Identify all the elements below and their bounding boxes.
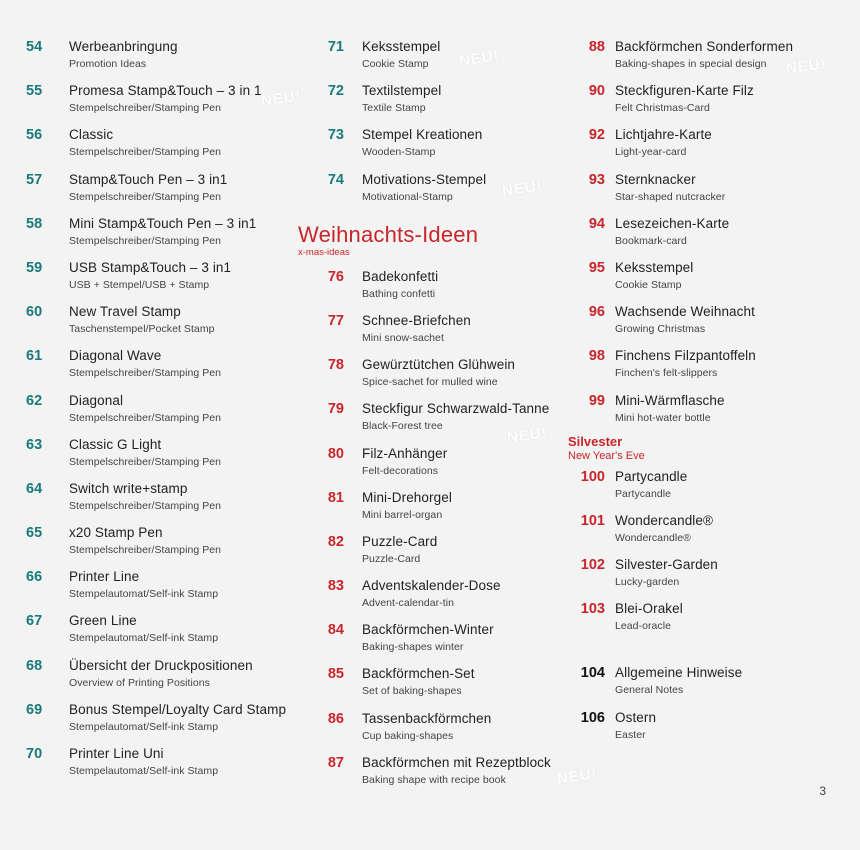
- neu-badge: NEU!: [458, 47, 501, 70]
- entry-subtitle: Taschenstempel/Pocket Stamp: [69, 323, 215, 336]
- entry-title: Puzzle-Card: [362, 533, 438, 549]
- entry-title: Printer Line Uni: [69, 746, 164, 761]
- entry-title: Lesezeichen-Karte: [615, 215, 730, 231]
- entry-title: Filz-Anhänger: [362, 445, 448, 461]
- entry-title: Textilstempel: [362, 83, 442, 99]
- entry-page-number: 77: [327, 312, 344, 329]
- entry-page-number: 76: [327, 268, 344, 285]
- spacer: [568, 642, 853, 662]
- entry-title: Steckfigur Schwarzwald-Tanne: [362, 401, 550, 417]
- entry-title: Promesa Stamp&Touch – 3 in 1: [69, 83, 262, 99]
- entry-subtitle: Partycandle: [615, 487, 671, 500]
- entry-page-number: 106: [580, 709, 605, 726]
- entry-subtitle: Stempelautomat/Self-ink Stamp: [69, 632, 219, 645]
- neu-badge: NEU!: [501, 177, 544, 200]
- page-number: 3: [819, 784, 826, 798]
- entry-title: Stempel Kreationen: [362, 127, 483, 143]
- entry-subtitle: Promotion Ideas: [69, 58, 147, 70]
- entry-page-number: 96: [588, 304, 605, 321]
- entry-title: Silvester-Garden: [615, 557, 718, 573]
- entry-title: Steckfiguren-Karte Filz: [615, 83, 754, 99]
- entry-page-number: 63: [26, 436, 43, 453]
- entry-subtitle: Advent-calendar-tin: [362, 597, 454, 610]
- entry-subtitle: Bookmark-card: [615, 234, 687, 247]
- entry-subtitle: Stempelschreiber/Stamping Pen: [69, 102, 222, 115]
- entry-subtitle: Textile Stamp: [362, 102, 426, 115]
- entry-page-number: 71: [327, 39, 344, 55]
- entry-subtitle: Growing Christmas: [615, 323, 706, 336]
- neu-badge: NEU!: [556, 765, 599, 788]
- toc-entry[interactable]: [298, 619, 568, 663]
- toc-entry[interactable]: [26, 434, 306, 478]
- toc-entry[interactable]: [568, 301, 853, 345]
- entry-subtitle: Felt-decorations: [362, 464, 439, 477]
- toc-entry[interactable]: [568, 554, 853, 598]
- entry-subtitle: Motivational-Stamp: [362, 190, 453, 203]
- entry-subtitle: Easter: [615, 728, 646, 741]
- entry-subtitle: USB + Stempel/USB + Stamp: [69, 278, 210, 291]
- entry-page-number: 56: [26, 127, 43, 144]
- toc-entry[interactable]: [568, 598, 853, 642]
- entry-page-number: 80: [327, 445, 344, 462]
- entry-title: Classic: [69, 127, 114, 143]
- entry-title: Wondercandle®: [615, 512, 714, 528]
- entry-page-number: 81: [327, 489, 344, 506]
- column-3: [568, 36, 853, 751]
- entry-page-number: 103: [580, 601, 605, 618]
- entry-subtitle: Cookie Stamp: [362, 58, 429, 70]
- toc-entry[interactable]: [26, 390, 306, 434]
- entry-title: Bonus Stempel/Loyalty Card Stamp: [69, 701, 287, 717]
- entry-page-number: 59: [26, 259, 43, 276]
- entry-subtitle: Stempelschreiber/Stamping Pen: [69, 411, 222, 424]
- entry-title: Schnee-Briefchen: [362, 312, 471, 328]
- entry-page-number: 61: [26, 348, 43, 365]
- entry-subtitle: Mini barrel-organ: [362, 508, 443, 521]
- neu-badge: NEU!: [506, 424, 549, 447]
- entry-subtitle: Baking-shapes winter: [362, 641, 464, 654]
- entry-subtitle: Stempelschreiber/Stamping Pen: [69, 146, 222, 159]
- entry-page-number: 72: [327, 83, 344, 100]
- entry-subtitle: Baking-shapes in special design: [615, 58, 767, 70]
- toc-entry[interactable]: [568, 662, 853, 706]
- xmas-list: [298, 266, 568, 796]
- toc-entry[interactable]: [568, 345, 853, 389]
- neu-badge: NEU!: [785, 55, 828, 78]
- entry-title: Finchens Filzpantoffeln: [615, 348, 756, 364]
- toc-entry[interactable]: [568, 257, 853, 301]
- entry-subtitle: Mini hot-water bottle: [615, 411, 711, 424]
- entry-subtitle: Stempelschreiber/Stamping Pen: [69, 234, 222, 247]
- entry-title: Classic G Light: [69, 436, 162, 452]
- entry-page-number: 82: [327, 533, 344, 550]
- entry-title: USB Stamp&Touch – 3 in1: [69, 259, 232, 275]
- entry-page-number: 54: [26, 39, 43, 55]
- entry-subtitle: Stempelautomat/Self-ink Stamp: [69, 765, 219, 777]
- entry-title: Backförmchen-Set: [362, 666, 475, 682]
- entry-title: Übersicht der Druckpositionen: [69, 657, 253, 673]
- entry-page-number: 95: [588, 259, 605, 276]
- entry-page-number: 64: [26, 480, 43, 497]
- entry-subtitle: Bathing confetti: [362, 287, 436, 300]
- entry-page-number: 101: [580, 512, 605, 529]
- toc-entry[interactable]: [26, 610, 306, 654]
- entry-title: Lichtjahre-Karte: [615, 127, 712, 143]
- toc-entry[interactable]: [26, 655, 306, 699]
- col3-bottom-list: [568, 662, 853, 750]
- toc-entry[interactable]: [26, 124, 306, 168]
- toc-entry[interactable]: [298, 531, 568, 575]
- entry-page-number: 102: [580, 557, 605, 574]
- xmas-section-title: Weihnachts-Ideen: [298, 221, 479, 247]
- entry-subtitle: Overview of Printing Positions: [69, 676, 210, 689]
- entry-page-number: 83: [327, 578, 344, 595]
- entry-title: Switch write+stamp: [69, 480, 188, 496]
- col3-top-list: [568, 36, 853, 434]
- silvester-section-title: Silvester: [568, 433, 623, 449]
- entry-page-number: 62: [26, 392, 43, 409]
- entry-page-number: 67: [26, 613, 43, 630]
- column-1: [26, 36, 306, 787]
- entry-title: Werbeanbringung: [69, 39, 178, 54]
- toc-entry[interactable]: [298, 663, 568, 707]
- entry-page-number: 104: [580, 665, 605, 682]
- entry-title: Badekonfetti: [362, 268, 439, 284]
- entry-page-number: 65: [26, 525, 43, 542]
- toc-entry[interactable]: [26, 345, 306, 389]
- toc-entry[interactable]: [298, 443, 568, 487]
- toc-entry[interactable]: [26, 522, 306, 566]
- entry-title: x20 Stamp Pen: [69, 525, 163, 541]
- entry-title: Mini Stamp&Touch Pen – 3 in1: [69, 215, 257, 231]
- toc-entry[interactable]: [298, 36, 568, 80]
- entry-title: Printer Line: [69, 569, 140, 585]
- toc-entry[interactable]: [298, 266, 568, 310]
- entry-page-number: 69: [26, 701, 43, 718]
- toc-entry[interactable]: [298, 124, 568, 168]
- toc-entry[interactable]: [298, 310, 568, 354]
- entry-page-number: 86: [327, 710, 344, 727]
- toc-entry[interactable]: [26, 169, 306, 213]
- entry-title: Blei-Orakel: [615, 601, 683, 617]
- entry-title: Mini-Drehorgel: [362, 489, 452, 505]
- entry-title: Ostern: [615, 709, 657, 725]
- entry-subtitle: Stempelschreiber/Stamping Pen: [69, 544, 222, 557]
- entry-title: Gewürztütchen Glühwein: [362, 357, 516, 373]
- entry-title: Backförmchen Sonderformen: [615, 39, 794, 54]
- entry-subtitle: Baking shape with recipe book: [362, 773, 506, 786]
- entry-title: Backförmchen mit Rezeptblock: [362, 754, 551, 770]
- entry-page-number: 79: [327, 401, 344, 418]
- entry-title: Adventskalender-Dose: [362, 578, 501, 594]
- entry-page-number: 87: [327, 754, 344, 771]
- entry-subtitle: Stempelschreiber/Stamping Pen: [69, 190, 222, 203]
- entry-page-number: 93: [588, 171, 605, 188]
- entry-title: New Travel Stamp: [69, 304, 181, 320]
- toc-entry[interactable]: [26, 699, 306, 743]
- toc-entry[interactable]: [298, 752, 568, 796]
- entry-subtitle: Stempelautomat/Self-ink Stamp: [69, 720, 219, 733]
- entry-subtitle: Wooden-Stamp: [362, 146, 436, 159]
- entry-title: Sternknacker: [615, 171, 696, 187]
- xmas-section-subtitle: x-mas-ideas: [298, 246, 350, 258]
- entry-page-number: 99: [588, 392, 605, 409]
- entry-page-number: 84: [327, 622, 344, 639]
- toc-entry[interactable]: [298, 80, 568, 124]
- entry-subtitle: Felt Christmas-Card: [615, 102, 710, 115]
- entry-title: Backförmchen-Winter: [362, 622, 494, 638]
- entry-page-number: 73: [327, 127, 344, 144]
- entry-page-number: 94: [588, 215, 605, 232]
- entry-subtitle: Light-year-card: [615, 146, 687, 159]
- toc-entry[interactable]: [568, 169, 853, 213]
- entry-page-number: 85: [327, 666, 344, 683]
- entry-page-number: 66: [26, 569, 43, 586]
- entry-subtitle: Stempelautomat/Self-ink Stamp: [69, 588, 219, 601]
- entry-title: Keksstempel: [615, 259, 694, 275]
- entry-subtitle: Spice-sachet for mulled wine: [362, 376, 498, 389]
- entry-page-number: 68: [26, 657, 43, 674]
- toc-entry[interactable]: [568, 213, 853, 257]
- toc-entry[interactable]: [26, 566, 306, 610]
- toc-entry[interactable]: [298, 487, 568, 531]
- entry-subtitle: Stempelschreiber/Stamping Pen: [69, 499, 222, 512]
- toc-entry[interactable]: [298, 708, 568, 752]
- entry-subtitle: Finchen's felt-slippers: [615, 367, 718, 380]
- entry-subtitle: Black-Forest tree: [362, 420, 443, 433]
- toc-entry[interactable]: [568, 390, 853, 434]
- toc-entry[interactable]: [26, 301, 306, 345]
- toc-entry[interactable]: [26, 478, 306, 522]
- entry-page-number: 70: [26, 746, 43, 762]
- toc-entry[interactable]: [298, 575, 568, 619]
- toc-entry[interactable]: [298, 354, 568, 398]
- toc-entry[interactable]: [26, 36, 306, 80]
- entry-subtitle: Lead-oracle: [615, 620, 672, 633]
- entry-subtitle: Puzzle-Card: [362, 552, 421, 565]
- entry-subtitle: Lucky-garden: [615, 576, 680, 589]
- entry-title: Allgemeine Hinweise: [615, 665, 743, 681]
- entry-page-number: 98: [588, 348, 605, 365]
- entry-page-number: 55: [26, 83, 43, 100]
- toc-entry[interactable]: [568, 124, 853, 168]
- entry-title: Motivations-Stempel: [362, 171, 487, 187]
- toc-entry[interactable]: [568, 707, 853, 751]
- toc-entry[interactable]: [26, 257, 306, 301]
- entry-title: Diagonal: [69, 392, 124, 408]
- toc-entry[interactable]: [26, 743, 306, 787]
- entry-title: Partycandle: [615, 468, 688, 484]
- entry-page-number: 88: [588, 39, 605, 55]
- entry-subtitle: Cookie Stamp: [615, 278, 682, 291]
- entry-subtitle: General Notes: [615, 684, 684, 697]
- entry-subtitle: Cup baking-shapes: [362, 729, 454, 742]
- entry-page-number: 58: [26, 215, 43, 232]
- entry-title: Mini-Wärmflasche: [615, 392, 725, 408]
- toc-entry[interactable]: [568, 466, 853, 510]
- entry-title: Stamp&Touch Pen – 3 in1: [69, 171, 228, 187]
- column-2: [298, 36, 568, 796]
- entry-page-number: 90: [588, 83, 605, 100]
- entry-subtitle: Star-shaped nutcracker: [615, 190, 726, 203]
- entry-subtitle: Stempelschreiber/Stamping Pen: [69, 455, 222, 468]
- entry-page-number: 74: [327, 171, 344, 188]
- entry-subtitle: Mini snow-sachet: [362, 331, 444, 344]
- silvester-list: [568, 466, 853, 643]
- toc-entry[interactable]: [26, 213, 306, 257]
- entry-page-number: 92: [588, 127, 605, 144]
- entry-page-number: 57: [26, 171, 43, 188]
- toc-entry[interactable]: [568, 510, 853, 554]
- silvester-section-subtitle: New Year's Eve: [568, 449, 645, 462]
- neu-badge: NEU!: [260, 87, 303, 110]
- entry-page-number: 60: [26, 304, 43, 321]
- entry-subtitle: Set of baking-shapes: [362, 685, 462, 698]
- entry-subtitle: Stempelschreiber/Stamping Pen: [69, 367, 222, 380]
- toc-entry[interactable]: [568, 80, 853, 124]
- entry-title: Diagonal Wave: [69, 348, 162, 364]
- entry-title: Keksstempel: [362, 39, 441, 54]
- entry-title: Tassenbackförmchen: [362, 710, 492, 726]
- entry-page-number: 100: [580, 468, 605, 485]
- entry-title: Wachsende Weihnacht: [615, 304, 755, 320]
- entry-subtitle: Wondercandle®: [615, 531, 691, 544]
- entry-title: Green Line: [69, 613, 137, 629]
- entry-page-number: 78: [327, 357, 344, 374]
